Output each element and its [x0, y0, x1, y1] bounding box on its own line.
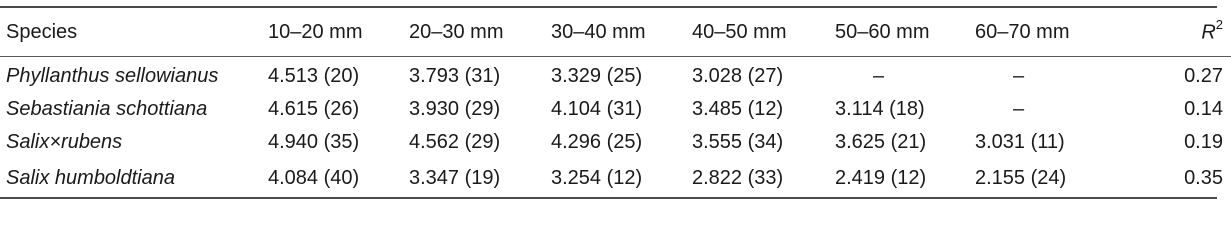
table-cell: 4.513 (20) [268, 65, 360, 87]
table-cell: 2.822 (33) [692, 166, 784, 189]
table-row [0, 159, 1231, 197]
table-row [0, 93, 1231, 126]
r-squared-value: 0.27 [1184, 65, 1223, 87]
species-name: Salix humboldtiana [6, 166, 175, 189]
table-cell: 3.347 (19) [409, 166, 501, 189]
r-squared-value: 0.35 [1184, 166, 1223, 189]
table-cell: 3.793 (31) [409, 65, 501, 87]
table-cell: 2.419 (12) [835, 166, 927, 189]
table-cell: 4.940 (35) [268, 131, 360, 153]
table-cell-empty [975, 57, 1113, 93]
header-col-6: 60–70 mm [975, 20, 1070, 43]
table-cell: 4.615 (26) [268, 98, 360, 120]
table-cell: 3.555 (34) [692, 131, 784, 153]
header-col-3: 30–40 mm [551, 20, 646, 43]
r-squared-value: 0.14 [1184, 98, 1223, 120]
species-name: Phyllanthus sellowianus [6, 65, 219, 87]
table-cell: 4.084 (40) [268, 166, 360, 189]
header-col-1: 10–20 mm [268, 20, 363, 43]
header-row [0, 8, 1231, 56]
table-cell: 4.562 (29) [409, 131, 501, 153]
header-col-5: 50–60 mm [835, 20, 930, 43]
table-cell: 3.031 (11) [975, 131, 1065, 153]
table-cell: 4.296 (25) [551, 131, 643, 153]
table-cell: 3.028 (27) [692, 65, 784, 87]
table-row [0, 57, 1231, 93]
header-r-squared [1113, 8, 1231, 56]
table-row [0, 126, 1231, 159]
header-col-2: 20–30 mm [409, 20, 504, 43]
table-cell: 4.104 (31) [551, 98, 643, 120]
r-squared-value: 0.19 [1184, 131, 1223, 153]
table-cell: 3.254 (12) [551, 166, 643, 189]
table-cell-empty [835, 57, 975, 93]
r-squared-letter: R [1201, 21, 1216, 44]
header-col-4: 40–50 mm [692, 20, 787, 43]
data-table [0, 6, 1223, 199]
dash-mark: – [1013, 65, 1025, 87]
bottom-rule [0, 197, 1217, 199]
table-cell: 3.930 (29) [409, 98, 501, 120]
species-name: Salix×rubens [6, 131, 123, 153]
table-cell-empty [975, 93, 1113, 126]
dash-mark: – [1013, 98, 1025, 120]
table-cell: 3.114 (18) [835, 98, 925, 120]
table-cell: 3.329 (25) [551, 65, 643, 87]
table-cell: 3.625 (21) [835, 131, 927, 153]
r-squared-superscript: 2 [1215, 17, 1223, 33]
table-cell: 3.485 (12) [692, 98, 784, 120]
species-name: Sebastiania schottiana [6, 98, 208, 120]
table-cell: 2.155 (24) [975, 166, 1067, 189]
header-species: Species [6, 20, 78, 43]
results-table [0, 8, 1231, 197]
dash-mark: – [873, 65, 885, 87]
